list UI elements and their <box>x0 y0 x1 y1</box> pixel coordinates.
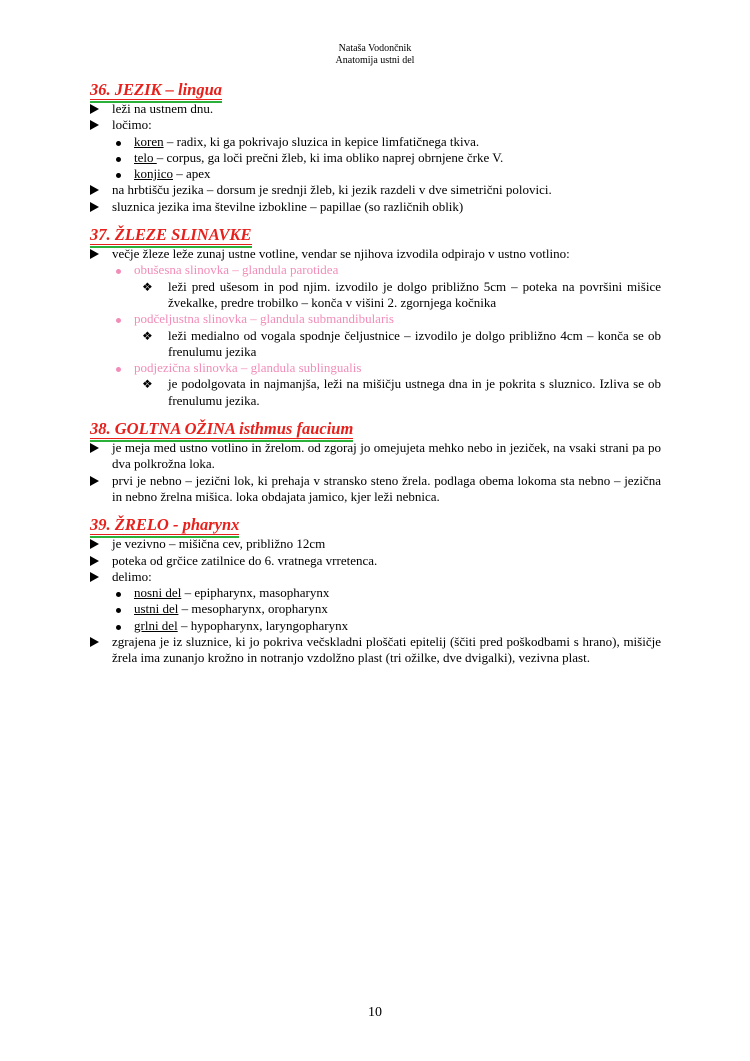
list-item <box>90 182 661 198</box>
dot-bullet-icon <box>116 311 121 327</box>
list-item <box>90 117 661 133</box>
list-item-text: – radix, ki ga pokrivajo sluzica in kepice limfatičnega tkiva. <box>163 133 480 149</box>
list-item <box>90 279 661 312</box>
dot-bullet-icon <box>116 134 121 150</box>
dot-bullet-icon <box>116 601 121 617</box>
list-item <box>90 473 661 506</box>
list-item-text: obušesna slinovka – glandula parotidea <box>134 262 339 278</box>
section <box>90 419 661 505</box>
list-item-text: leži medialno od vogala spodnje čeljustnice – izvodilo je dolgo približno 4cm – konča se ob frenulumu jezika <box>168 327 661 359</box>
list-item-text: – hypopharynx, laryngopharynx <box>177 617 349 633</box>
arrow-bullet-icon <box>90 440 104 457</box>
underlined-term: telo <box>134 149 157 165</box>
list-item <box>90 328 661 361</box>
arrow-bullet-icon <box>90 536 104 553</box>
list-item <box>90 246 661 262</box>
list-item <box>90 199 661 215</box>
list-item <box>90 166 661 182</box>
section <box>90 225 661 409</box>
list-item-text: prvi je nebno – jezični lok, ki prehaja v stransko steno žrela. podlaga obema lokoma sta nebno – jezična in nebno žrelna mišica. loka obdajata jamico, kjer leži nebnica. <box>112 472 661 504</box>
heading-underline <box>90 99 222 100</box>
arrow-bullet-icon <box>90 199 104 216</box>
dot-bullet-icon <box>116 360 121 376</box>
dot-bullet-icon <box>116 262 121 278</box>
diamond-bullet-icon: ❖ <box>142 377 153 392</box>
document-body <box>90 80 661 677</box>
dot-bullet-icon <box>116 618 121 634</box>
list-item-text: – apex <box>173 166 211 182</box>
dot-bullet-icon <box>116 150 121 166</box>
section-heading-text: 39. ŽRELO - pharynx <box>90 515 240 535</box>
section-heading <box>90 515 239 536</box>
section-heading <box>90 225 252 246</box>
arrow-bullet-icon <box>90 117 104 134</box>
list-item <box>90 585 661 601</box>
list-item-text: podčeljustna slinovka – glandula submandibularis <box>134 311 394 327</box>
section-heading <box>90 80 222 101</box>
list-item <box>90 601 661 617</box>
dot-bullet-icon <box>116 585 121 601</box>
dot-bullet-icon <box>116 166 121 182</box>
list-item-text: je podolgovata in najmanjša, leži na mišičju ustnega dna in je pokrita s sluznico. Izliva se ob frenulumu jezika. <box>168 376 661 408</box>
arrow-bullet-icon <box>90 473 104 490</box>
author-name: Nataša Vodončnik <box>338 43 412 54</box>
list-item <box>90 569 661 585</box>
list-item-text: je meja med ustno votlino in žrelom. od zgoraj jo omejujeta mehko nebo in jeziček, na vsaki strani pa po dva polkrožna loka. <box>112 440 661 472</box>
heading-underline <box>90 534 239 535</box>
section-heading-text: 37. ŽLEZE SLINAVKE <box>90 225 252 245</box>
list-item-text: poteka od grčice zatilnice do 6. vratnega vrretenca. <box>112 552 378 568</box>
arrow-bullet-icon <box>90 569 104 586</box>
heading-underline <box>90 244 252 245</box>
list-item-text: je vezivno – mišična cev, približno 12cm <box>112 536 326 552</box>
underlined-term: grlni del <box>134 617 178 633</box>
list-item <box>90 101 661 117</box>
list-item-text: – mesopharynx, oropharynx <box>178 601 328 617</box>
heading-underline <box>90 438 353 439</box>
arrow-bullet-icon <box>90 634 104 651</box>
list-item-text: ločimo: <box>112 117 152 133</box>
underlined-term: koren <box>134 133 164 149</box>
list-item <box>90 618 661 634</box>
list-item-text: leži pred ušesom in pod njim. izvodilo je dolgo približno 5cm – poteka na površini mišice žvekalke, predre trobilko – konča v višini 2. zgornjega kočnika <box>168 278 661 310</box>
list-item <box>90 360 661 376</box>
underlined-term: nosni del <box>134 585 182 601</box>
section <box>90 80 661 215</box>
list-item-text: – corpus, ga loči prečni žleb, ki ima obliko naprej obrnjene črke V. <box>156 149 504 165</box>
list-item-text: sluznica jezika ima številne izbokline – papillae (so različnih oblik) <box>112 198 464 214</box>
diamond-bullet-icon: ❖ <box>142 279 153 294</box>
diamond-bullet-icon: ❖ <box>142 328 153 343</box>
list-item-text: večje žleze leže zunaj ustne votline, vendar se njihova izvodila odpirajo v ustno votlino: <box>112 246 570 262</box>
list-item <box>90 376 661 409</box>
arrow-bullet-icon <box>90 246 104 263</box>
list-item <box>90 553 661 569</box>
arrow-bullet-icon <box>90 182 104 199</box>
underlined-term: konjico <box>134 166 173 182</box>
list-item <box>90 262 661 278</box>
arrow-bullet-icon <box>90 101 104 118</box>
section <box>90 515 661 666</box>
page-number: 10 <box>368 1005 382 1020</box>
list-item-text: – epipharynx, masopharynx <box>181 585 330 601</box>
list-item <box>90 634 661 667</box>
arrow-bullet-icon <box>90 553 104 570</box>
list-item-text: leži na ustnem dnu. <box>112 101 214 116</box>
list-item-text: zgrajena je iz sluznice, ki jo pokriva večskladni ploščati epitelij (ščiti pred poškodbami s hrano), mišičje žrela ima zunanjo krožno in notranjo vzdolžno plast (tri ožilke, dve dvigalki), vezivna plast. <box>112 634 661 666</box>
underlined-term: ustni del <box>134 601 179 617</box>
section-heading-text: 38. GOLTNA OŽINA isthmus faucium <box>90 419 354 439</box>
list-item <box>90 440 661 473</box>
list-item <box>90 150 661 166</box>
list-item <box>90 536 661 552</box>
document-subtitle: Anatomija ustni del <box>335 55 415 66</box>
list-item <box>90 134 661 150</box>
page-header <box>0 43 750 67</box>
list-item-text: podjezična slinovka – glandula sublingualis <box>134 360 362 376</box>
list-item-text: na hrbtišču jezika – dorsum je srednji žleb, ki jezik razdeli v dve simetrični polovici. <box>112 182 552 198</box>
section-heading <box>90 419 353 440</box>
section-heading-text: 36. JEZIK – lingua <box>90 80 223 99</box>
list-item-text: delimo: <box>112 568 152 584</box>
list-item <box>90 311 661 327</box>
